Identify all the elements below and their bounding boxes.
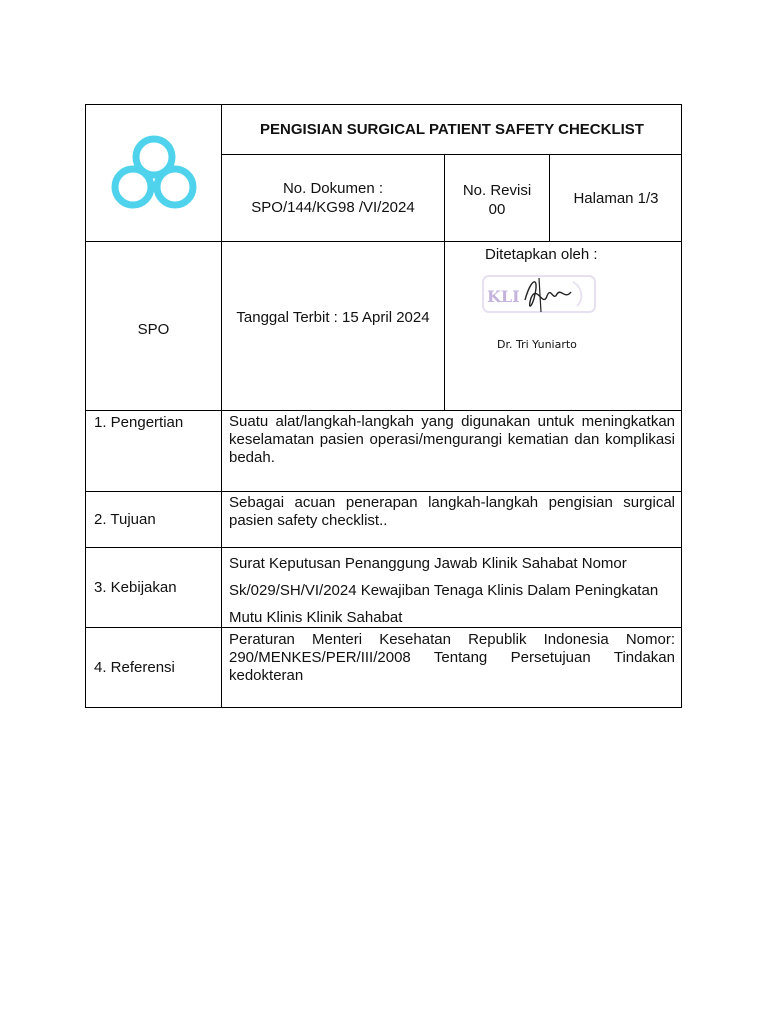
revision-cell	[445, 155, 549, 241]
kebijakan-line: Sk/029/SH/VI/2024 Kewajiban Tenaga Klinis Dalam Peningkatan	[229, 582, 659, 599]
signatory-name: Dr. Tri Yuniarto	[497, 338, 577, 351]
svg-text:KLI: KLI	[487, 287, 520, 306]
clinic-stamp-signature-icon	[481, 272, 603, 320]
section-text-pengertian: Suatu alat/langkah-langkah yang digunakan untuk meningkatkan keselamatan pasien operasi/mengurangi kematian dan komplikasi bedah.	[229, 413, 675, 466]
document-number-cell	[222, 155, 444, 241]
spo-document	[85, 104, 682, 708]
three-rings-logo-icon	[100, 135, 208, 211]
kebijakan-line: Mutu Klinis Klinik Sahabat	[229, 609, 403, 626]
revision-number: 00	[488, 201, 506, 218]
document-title: PENGISIAN SURGICAL PATIENT SAFETY CHECKLIST	[260, 121, 644, 138]
section-text-tujuan: Sebagai acuan penerapan langkah-langkah pengisian surgical pasien safety checklist..	[229, 494, 675, 529]
logo-cell	[86, 105, 221, 241]
approved-by-label: Ditetapkan oleh :	[485, 246, 598, 263]
section-label-kebijakan: 3. Kebijakan	[94, 579, 177, 596]
revision-label: No. Revisi	[462, 182, 532, 199]
spo-label: SPO	[137, 320, 170, 338]
page-number: Halaman 1/3	[573, 189, 659, 207]
section-text-kebijakan	[229, 550, 675, 631]
section-label-referensi: 4. Referensi	[94, 659, 175, 676]
section-text-referensi: Peraturan Menteri Kesehatan Republik Indonesia Nomor: 290/MENKES/PER/III/2008 Tentang Persetujuan Tindakan kedokteran	[229, 631, 675, 684]
section-label-tujuan: 2. Tujuan	[94, 511, 156, 528]
approval-cell	[445, 242, 682, 410]
section-label-pengertian: 1. Pengertian	[94, 414, 184, 431]
kebijakan-line: Surat Keputusan Penanggung Jawab Klinik Sahabat Nomor	[229, 555, 627, 572]
document-number-label: No. Dokumen :	[282, 180, 384, 197]
document-number: SPO/144/KG98 /VI/2024	[251, 199, 415, 216]
issue-date: Tanggal Terbit : 15 April 2024	[236, 308, 430, 326]
